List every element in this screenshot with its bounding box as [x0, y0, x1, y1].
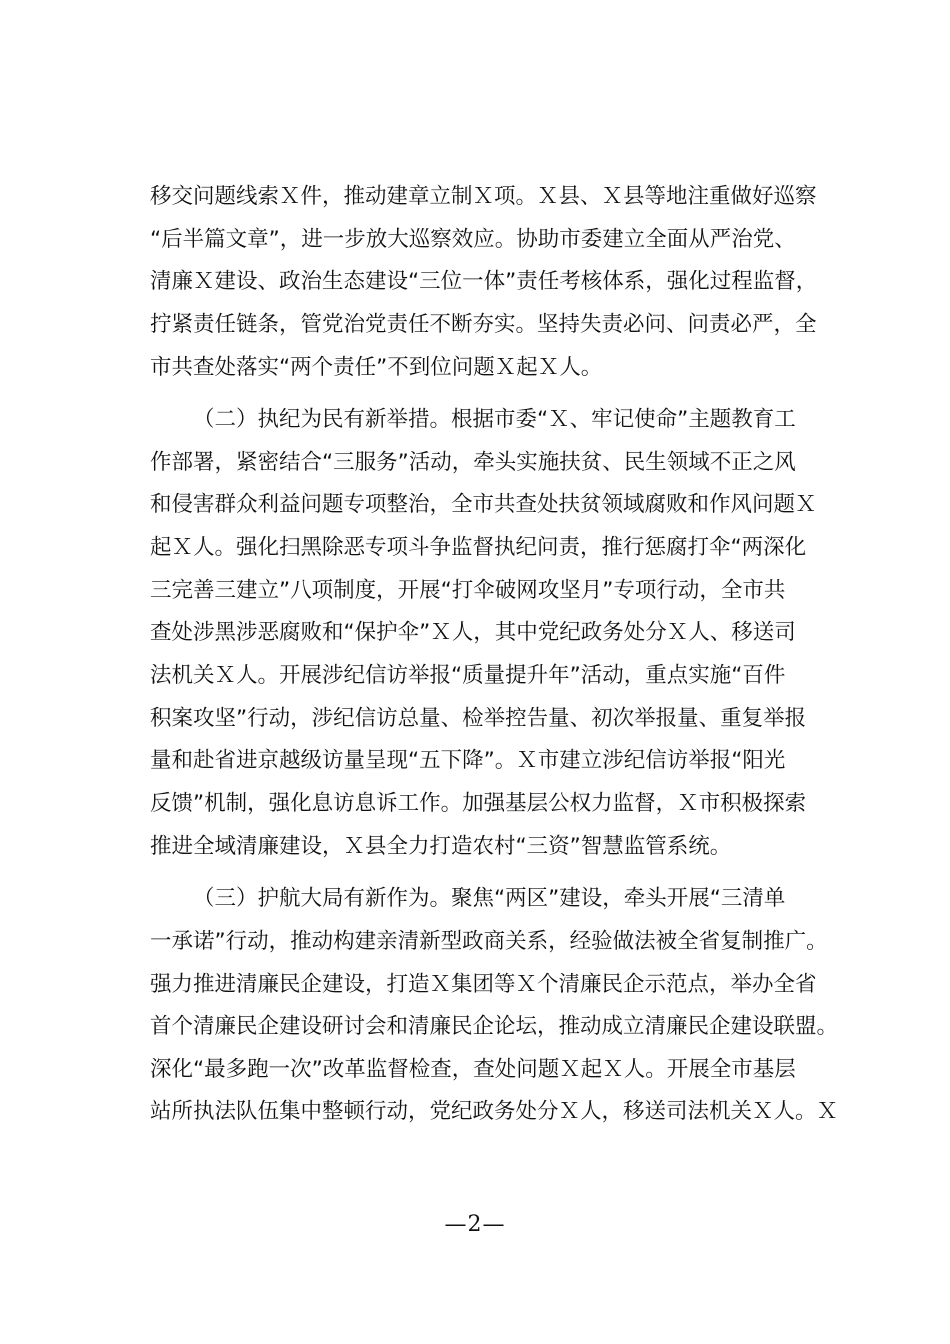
text-line: 查处涉黑涉恶腐败和“保护伞”Ｘ人，其中党纪政务处分Ｘ人、移送司 — [150, 620, 796, 646]
text-line: 一承诺”行动，推动构建亲清新型政商关系，经验做法被全省复制推广。 — [150, 928, 828, 954]
text-line: 积案攻坚”行动，涉纪信访总量、检举控告量、初次举报量、重复举报 — [150, 705, 807, 731]
text-line: 强力推进清廉民企建设，打造Ｘ集团等Ｘ个清廉民企示范点，举办全省 — [150, 971, 817, 997]
text-line: 移交问题线索Ｘ件，推动建章立制Ｘ项。Ｘ县、Ｘ县等地注重做好巡察 — [150, 184, 817, 209]
text-line: 清廉Ｘ建设、政治生态建设“三位一体”责任考核体系，强化过程监督， — [150, 269, 818, 295]
text-line: 市共查处落实“两个责任”不到位问题Ｘ起Ｘ人。 — [150, 354, 603, 380]
paragraph-1 — [150, 176, 830, 389]
paragraph-3 — [150, 878, 839, 1134]
text-line: 量和赴省进京越级访量呈现“五下降”。Ｘ市建立涉纪信访举报“阳光 — [150, 748, 786, 774]
text-line: 三完善三建立”八项制度，开展“打伞破网攻坚月”专项行动，全市共 — [150, 577, 786, 603]
text-line: 推进全域清廉建设，Ｘ县全力打造农村“三资”智慧监管系统。 — [150, 833, 732, 859]
text-line: （三）护航大局有新作为。聚焦“两区”建设，牵头开展“三清单 — [193, 886, 786, 912]
body-text — [150, 176, 839, 1134]
text-line: 拧紧责任链条，管党治党责任不断夯实。坚持失责必问、问责必严，全 — [150, 311, 817, 337]
text-line: （二）执纪为民有新举措。根据市委“Ｘ、牢记使命”主题教育工 — [193, 407, 796, 433]
page-number: —2— — [444, 1212, 506, 1237]
text-line: 站所执法队伍集中整顿行动，党纪政务处分Ｘ人，移送司法机关Ｘ人。Ｘ — [150, 1099, 839, 1125]
text-line: 作部署，紧密结合“三服务”活动，牵头实施扶贫、民生领域不正之风 — [150, 449, 796, 475]
text-line: 深化“最多跑一次”改革监督检查，查处问题Ｘ起Ｘ人。开展全市基层 — [150, 1056, 796, 1082]
text-line: 反馈”机制，强化息访息诉工作。加强基层公权力监督，Ｘ市积极探索 — [150, 790, 807, 816]
text-line: 首个清廉民企建设研讨会和清廉民企论坛，推动成立清廉民企建设联盟。 — [150, 1014, 839, 1040]
text-line: 法机关Ｘ人。开展涉纪信访举报“质量提升年”活动，重点实施“百件 — [150, 663, 786, 689]
text-line: “后半篇文章”，进一步放大巡察效应。协助市委建立全面从严治党、 — [150, 226, 796, 252]
text-line: 和侵害群众利益问题专项整治，全市共查处扶贫领域腐败和作风问题Ｘ — [150, 492, 817, 518]
text-line: 起Ｘ人。强化扫黑除恶专项斗争监督执纪问责，推行惩腐打伞“两深化 — [150, 535, 807, 561]
paragraph-2 — [150, 399, 830, 868]
